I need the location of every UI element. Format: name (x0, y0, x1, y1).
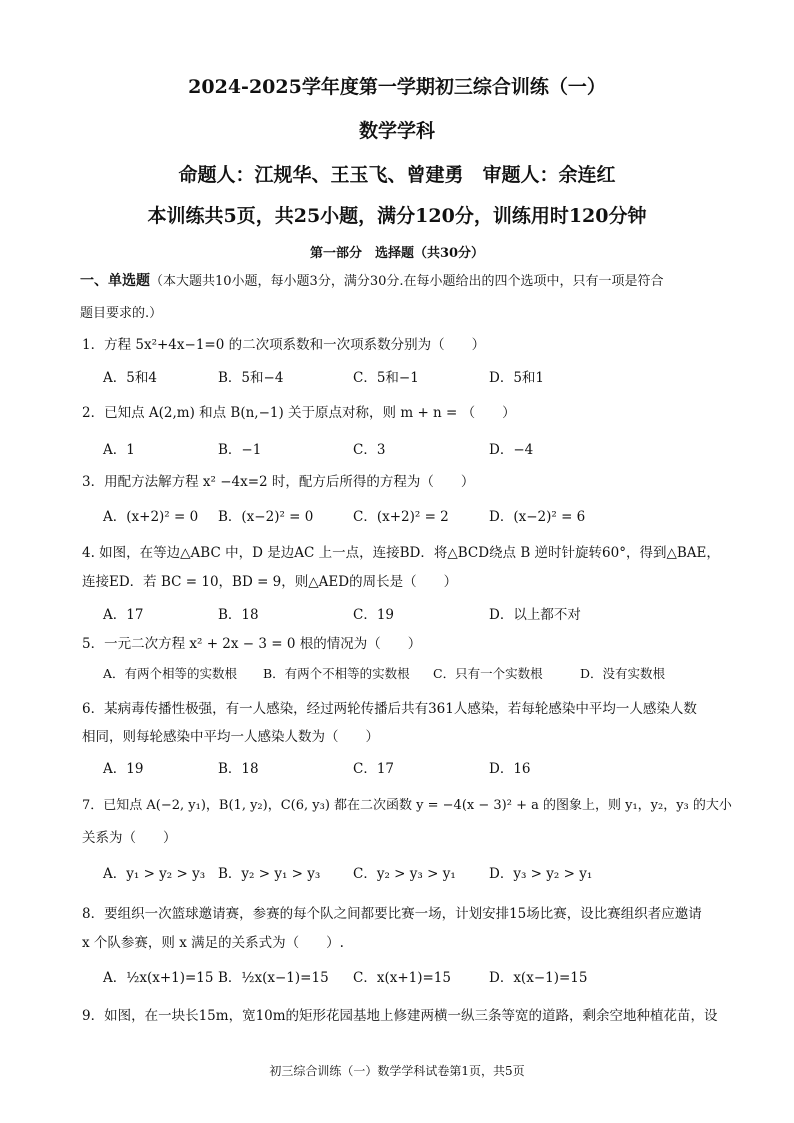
question-9-stem: 9．如图，在一块长15m，宽10m的矩形花园基地上修建两横一纵三条等宽的道路，剩余空地种植花苗，设 (82, 1008, 718, 1024)
question-5-option-d: D．没有实数根 (580, 666, 666, 681)
question-6-option-d: D．16 (489, 761, 531, 777)
question-7-option-b: B．y₂ > y₁ > y₃ (218, 866, 321, 882)
question-8-option-c: C．x(x+1)=15 (353, 970, 451, 986)
question-2-option-d: D．−4 (489, 442, 534, 458)
question-4-option-b: B．18 (218, 607, 259, 623)
question-5-option-c: C．只有一个实数根 (433, 666, 543, 681)
question-5-option-b: B．有两个不相等的实数根 (263, 666, 410, 681)
question-6-option-c: C．17 (353, 761, 395, 777)
question-3-stem: 3．用配方法解方程 x² −4x=2 时，配方后所得的方程为（ ） (82, 474, 475, 490)
question-1-option-c: C．5和−1 (353, 370, 419, 386)
question-5-option-a: A．有两个相等的实数根 (103, 666, 238, 681)
exam-info: 本训练共5页，共25小题，满分120分，训练用时120分钟 (147, 205, 647, 227)
question-2-option-c: C．3 (353, 442, 386, 458)
question-7-stem-1: 7．已知点 A(−2, y₁)，B(1, y₂)，C(6, y₃) 都在二次函数 y = −4(x − 3)² + a 的图象上，则 y₁，y₂，y₃ 的大小 (82, 798, 732, 813)
question-4-option-d: D．以上都不对 (489, 607, 581, 623)
exam-title: 2024-2025学年度第一学期初三综合训练（一） (188, 76, 606, 98)
section-desc-1: （本大题共10小题，每小题3分，满分30分.在每小题给出的四个选项中，只有一项是符合 (150, 274, 664, 289)
question-1-option-d: D．5和1 (489, 370, 545, 386)
question-1-option-a: A．5和4 (103, 370, 157, 386)
question-7-option-a: A．y₁ > y₂ > y₃ (103, 866, 206, 882)
question-7-stem-2: 关系为（ ） (82, 830, 177, 846)
section-desc-2: 题目要求的.） (80, 306, 163, 321)
question-8-stem-2: x 个队参赛，则 x 满足的关系式为（ ）. (82, 935, 344, 951)
section-heading-line (80, 270, 664, 290)
question-3-option-b: B．(x−2)² = 0 (218, 509, 314, 525)
subject-title: 数学学科 (358, 120, 435, 142)
question-7-option-c: C．y₂ > y₃ > y₁ (353, 866, 456, 882)
question-3-option-d: D．(x−2)² = 6 (489, 509, 586, 525)
question-3-option-c: C．(x+2)² = 2 (353, 509, 449, 525)
question-4-stem-2: 连接ED．若 BC = 10，BD = 9，则△AED的周长是（ ） (82, 574, 458, 590)
question-8-option-a: A．½x(x+1)=15 (103, 970, 214, 986)
question-2-option-b: B．−1 (218, 442, 262, 458)
page-footer: 初三综合训练（一）数学学科试卷第1页，共5页 (269, 1064, 525, 1078)
question-8-option-d: D．x(x−1)=15 (489, 970, 588, 986)
question-5-stem: 5．一元二次方程 x² + 2x − 3 = 0 根的情况为（ ） (82, 636, 422, 652)
question-6-stem-1: 6．某病毒传播性极强，有一人感染，经过两轮传播后共有361人感染，若每轮感染中平均一人感染人数 (82, 701, 697, 717)
question-3-option-a: A．(x+2)² = 0 (103, 509, 199, 525)
question-8-option-b: B．½x(x−1)=15 (218, 970, 329, 986)
question-7-option-d: D．y₃ > y₂ > y₁ (489, 866, 593, 882)
question-6-stem-2: 相同，则每轮感染中平均一人感染人数为（ ） (82, 729, 379, 745)
authors-line: 命题人：江规华、王玉飞、曾建勇 审题人：余连红 (178, 164, 616, 186)
question-1-option-b: B．5和−4 (218, 370, 284, 386)
question-6-option-a: A．19 (103, 761, 144, 777)
section-heading: 一、单选题 (80, 273, 150, 289)
question-4-option-c: C．19 (353, 607, 395, 623)
question-2-stem: 2．已知点 A(2,m) 和点 B(n,−1) 关于原点对称，则 m + n = （ ） (82, 405, 516, 421)
part-heading: 第一部分 选择题（共30分） (309, 246, 485, 261)
question-1-stem: 1．方程 5x²+4x−1=0 的二次项系数和一次项系数分别为（ ） (82, 337, 486, 353)
question-4-option-a: A．17 (103, 607, 144, 623)
question-8-stem-1: 8．要组织一次篮球邀请赛，参赛的每个队之间都要比赛一场，计划安排15场比赛，设比赛组织者应邀请 (82, 906, 702, 922)
question-6-option-b: B．18 (218, 761, 259, 777)
question-4-stem-1: 4. 如图，在等边△ABC 中，D 是边AC 上一点，连接BD．将△BCD绕点 B 逆时针旋转60°，得到△BAE， (82, 545, 720, 561)
question-2-option-a: A．1 (103, 442, 135, 458)
